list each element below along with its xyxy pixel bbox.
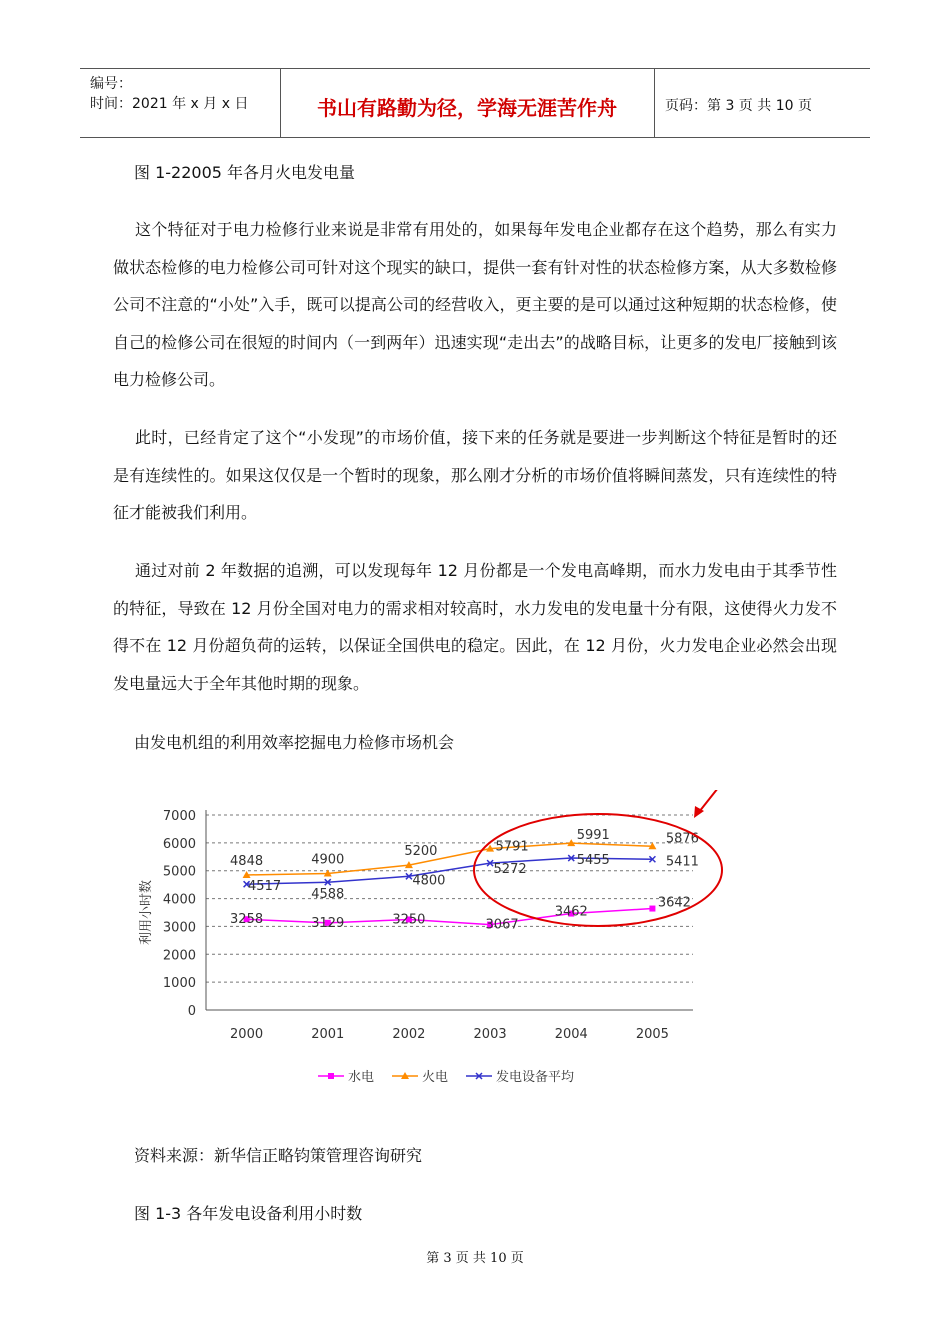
x-tick-label: 2002 <box>392 1027 426 1042</box>
data-label: 4848 <box>230 853 264 869</box>
header-motto: 书山有路勤为径，学海无涯苦作舟 <box>317 96 617 120</box>
legend-marker <box>328 1073 334 1079</box>
y-tick-label: 4000 <box>162 892 196 908</box>
legend-label: 火电 <box>422 1070 449 1085</box>
data-label: 3462 <box>554 904 588 920</box>
y-tick-label: 3000 <box>162 920 196 936</box>
paragraph-3: 通过对前 2 年数据的追溯，可以发现每年 12 月份都是一个发电高峰期，而水力发电由于其季节性的特征，导致在 12 月份全国对电力的需求相对较高时，水力发电的发电量十分有限，这使得火力发不得不在 12 月份超负荷的运转，以保证全国供电的稳定。因此，在 12 月份，火力发电企业必然会出现发电量远大于全年其他时期的现象。 <box>113 561 837 693</box>
x-tick-label: 2005 <box>635 1027 669 1042</box>
data-label: 3129 <box>311 915 345 931</box>
x-tick-label: 2003 <box>473 1027 507 1042</box>
y-axis-label: 利用小时数 <box>139 879 154 946</box>
y-tick-label: 1000 <box>162 976 196 992</box>
data-label: 4900 <box>311 852 345 868</box>
y-tick-label: 5000 <box>162 864 196 880</box>
data-label: 5791 <box>495 839 529 855</box>
section-heading: 由发电机组的利用效率挖掘电力检修市场机会 <box>134 733 455 752</box>
utilization-hours-chart <box>128 790 748 1100</box>
x-tick-label: 2000 <box>230 1027 264 1042</box>
data-label: 5991 <box>576 828 610 844</box>
data-label: 5876 <box>665 831 699 847</box>
header-meta-cell <box>80 69 281 137</box>
y-tick-label: 2000 <box>162 948 196 964</box>
data-label: 3258 <box>230 912 264 928</box>
data-label: 4800 <box>412 873 446 889</box>
y-tick-label: 0 <box>187 1004 196 1019</box>
figure-1-3-caption: 图 1-3 各年发电设备利用小时数 <box>134 1204 363 1223</box>
header-page-number: 页码：第 3 页 共 10 页 <box>665 98 812 114</box>
y-tick-label: 6000 <box>162 836 196 852</box>
y-tick-label: 7000 <box>162 809 196 824</box>
x-tick-label: 2001 <box>311 1027 345 1042</box>
data-label: 5200 <box>404 844 438 860</box>
header-page-cell <box>655 69 870 137</box>
data-point <box>649 906 655 912</box>
data-label: 4517 <box>248 879 282 895</box>
data-label: 5411 <box>665 854 699 870</box>
data-label: 4588 <box>311 887 345 903</box>
header-motto-cell <box>280 69 655 137</box>
data-label: 5272 <box>493 862 527 878</box>
source-note: 资料来源：新华信正略钧策管理咨询研究 <box>134 1146 423 1165</box>
page-footer: 第 3 页 共 10 页 <box>426 1251 524 1266</box>
legend-label: 发电设备平均 <box>496 1070 575 1085</box>
data-label: 3250 <box>392 912 426 928</box>
highlight-arrow <box>699 790 718 812</box>
header-number: 编号： <box>90 76 132 92</box>
paragraph-2: 此时，已经肯定了这个“小发现”的市场价值，接下来的任务就是要进一步判断这个特征是暂时的还是有连续性的。如果这仅仅是一个暂时的现象，那么刚才分析的市场价值将瞬间蒸发，只有连续性的特征才能被我们利用。 <box>113 428 837 522</box>
figure-1-2-caption: 图 1-22005 年各月火电发电量 <box>134 163 356 182</box>
paragraph-1: 这个特征对于电力检修行业来说是非常有用处的，如果每年发电企业都存在这个趋势，那么有实力做状态检修的电力检修公司可针对这个现实的缺口，提供一套有针对性的状态检修方案，从大多数检修公司不注意的“小处”入手，既可以提高公司的经营收入，更主要的是可以通过这种短期的状态检修，使自己的检修公司在很短的时间内（一到两年）迅速实现“走出去”的战略目标，让更多的发电厂接触到该电力检修公司。 <box>113 220 837 389</box>
chart-svg <box>128 790 748 1100</box>
data-label: 3642 <box>657 895 691 911</box>
header-date: 时间：2021 年 x 月 x 日 <box>90 96 249 112</box>
x-tick-label: 2004 <box>554 1027 588 1042</box>
data-label: 3067 <box>485 917 519 933</box>
page-header <box>80 68 870 138</box>
legend-label: 水电 <box>348 1070 375 1085</box>
data-label: 5455 <box>576 853 610 869</box>
